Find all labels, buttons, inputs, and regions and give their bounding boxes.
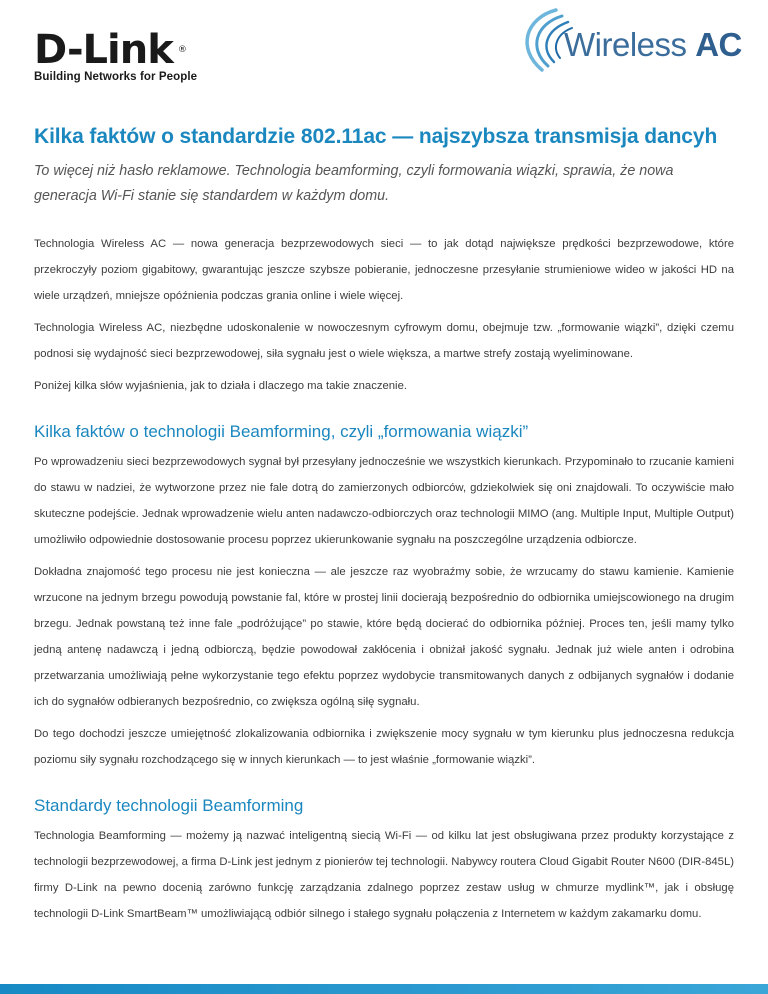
- registered-mark: ®: [177, 45, 187, 55]
- section1-paragraph-3: Do tego dochodzi jeszcze umiejętność zlokalizowania odbiornika i zwiększenie mocy sygnału w tym kierunku plus jednoczesna redukcja poziomu siły sygnału rozchodzącego się w innych kierunkach — to jest właśnie „formowanie wiązki”.: [34, 728, 734, 766]
- intro-paragraph-1: Technologia Wireless AC — nowa generacja bezprzewodowych sieci — to jak dotąd największe prędkości bezprzewodowe, które przekroczyły poziom gigabitowy, gwarantując jeszcze szybsze pobieranie, jednoczesne przesyłanie strumieniowe wideo w jakości HD na wiele urządzeń, mniejsze opóźnienia podczas grania online i wiele więcej.: [34, 238, 734, 302]
- intro-paragraph-3: Poniżej kilka słów wyjaśnienia, jak to działa i dlaczego ma takie znaczenie.: [34, 380, 407, 392]
- section1-paragraph-1: Po wprowadzeniu sieci bezprzewodowych sygnał był przesyłany jednocześnie we wszystkich kierunkach. Przypominało to rzucanie kamieni do stawu w nadziei, że wytworzone przez nie fale dotrą do zamierzonych odbiorców, gdziekolwiek się oni znajdowali. To oczywiście mało skuteczne podejście. Jednak wprowadzenie wielu anten nadawczo-odbiorczych oraz technologii MIMO (ang. Multiple Input, Multiple Output) umożliwiło odpowiednie dostosowanie procesu poprzez ukierunkowanie sygnału na poszczególne urządzenia odbiorcze.: [34, 456, 734, 546]
- intro-paragraph-2: Technologia Wireless AC, niezbędne udoskonalenie w nowoczesnym cyfrowym domu, obejmuje tzw. „formowanie wiązki”, dzięki czemu podnosi się wydajność sieci bezprzewodowej, siła sygnału jest o wiele większa, a martwe strefy zostają wyeliminowane.: [34, 322, 734, 360]
- ac-word: AC: [695, 26, 742, 63]
- section2-paragraph-1: Technologia Beamforming — możemy ją nazwać inteligentną siecią Wi-Fi — od kilku lat jest obsługiwana przez produkty korzystające z technologii bezprzewodowej, a firma D-Link jest jednym z pionierów tej technologii. Nabywcy routera Cloud Gigabit Router N600 (DIR-845L) firmy D-Link na pewno docenią zarówno funkcję zarządzania zdalnego poprzez zestaw usług w chmurze mydlink™, jak i obsługę technologii D-Link SmartBeam™ umożliwiającą odbiór silnego i stałego sygnału połączenia z Internetem w każdym zakamarku domu.: [34, 830, 734, 920]
- section-heading-beamforming-facts: Kilka faktów o technologii Beamforming, czyli „formowania wiązki”: [34, 422, 529, 441]
- logo-wordmark: D-Link: [34, 27, 173, 73]
- logo-tagline: Building Networks for People: [34, 71, 198, 83]
- article-lead: To więcej niż hasło reklamowe. Technologia beamforming, czyli formowania wiązki, sprawia, że nowa generacja Wi-Fi stanie się standardem w każdym domu.: [34, 163, 674, 204]
- dlink-logo: [34, 27, 198, 83]
- wireless-ac-logo: [512, 4, 742, 80]
- article-title: Kilka faktów o standardzie 802.11ac — najszybsza transmisja dancyh: [34, 125, 718, 148]
- wireless-word: Wireless: [564, 26, 687, 63]
- article: [34, 124, 734, 927]
- section-heading-beamforming-standards: Standardy technologii Beamforming: [34, 796, 304, 815]
- footer-accent-bar: [0, 984, 768, 994]
- page-header: [0, 0, 768, 100]
- section1-paragraph-2: Dokładna znajomość tego procesu nie jest konieczna — ale jeszcze raz wyobraźmy sobie, że wrzucamy do stawu kamienie. Kamienie wrzucone na jednym brzegu powodują powstanie fal, które w prostej linii docierają bezpośrednio do odbiornika umiejscowionego na drugim brzegu. Jednak powstaną też inne fale „podróżujące” po stawie, które będą docierać do odbiornika później. Proces ten, jeśli mamy tylko jedną antenę nadawczą i jedną odbiorczą, będzie powodował zakłócenia i obniżał jakość sygnału. Jednak już wiele anten i odrobina przetwarzania umożliwiają pełne wykorzystanie tego efektu poprzez wydobycie transmitowanych danych z odbijanych sygnałów i dodanie ich do sygnałów odbieranych bezpośrednio, co zwiększa ogólną siłę sygnału.: [34, 566, 734, 708]
